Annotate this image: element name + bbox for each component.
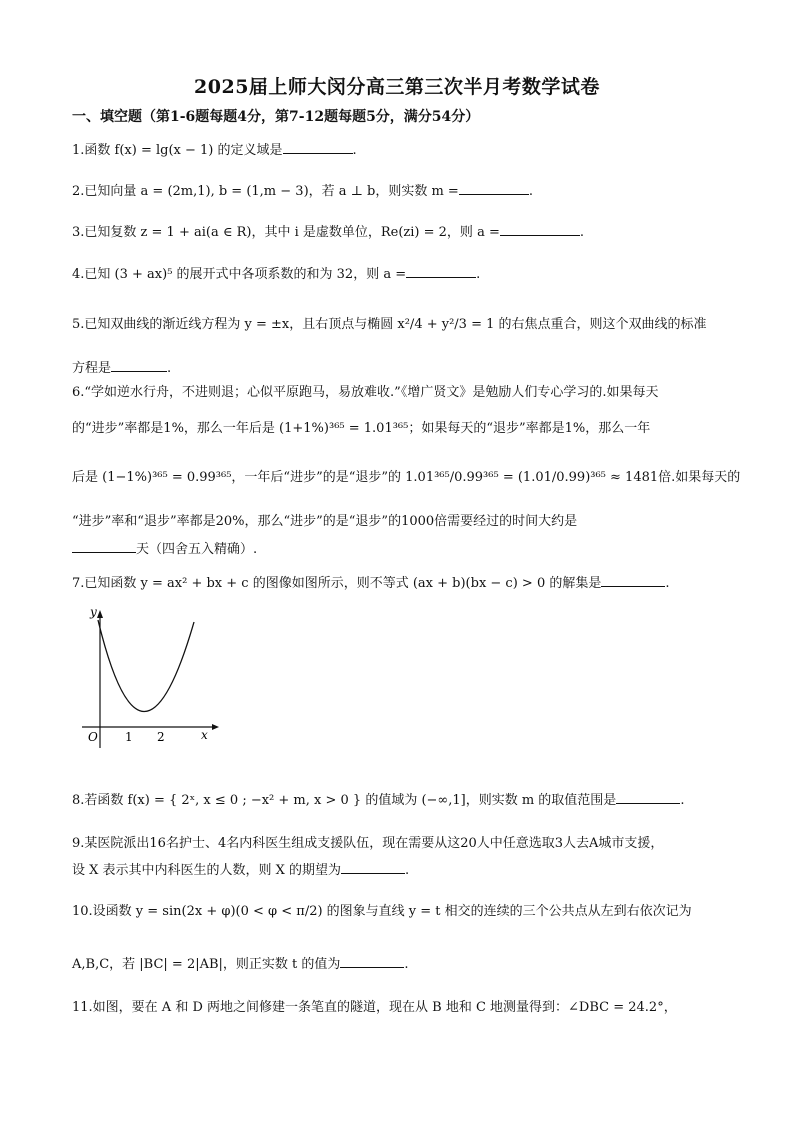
question-6-line-4: “进步”率和“退步”率都是20%，那么“进步”的是“退步”的1000倍需要经过的时间大约是 (72, 514, 578, 529)
question-4: 4.已知 (3 + ax)⁵ 的展开式中各项系数的和为 32，则 a = . (72, 263, 480, 285)
question-1: 1.函数 f(x) = lg(x − 1) 的定义域是 . (72, 139, 357, 161)
answer-blank (616, 789, 680, 804)
x-axis-arrow (212, 724, 219, 730)
answer-blank (341, 859, 405, 874)
answer-blank (406, 263, 476, 278)
answer-blank (340, 953, 404, 968)
answer-blank (111, 357, 167, 372)
question-6-line-5: 天（四舍五入精确）. (72, 538, 257, 560)
question-11-line-1: 11.如图，要在 A 和 D 两地之间修建一条笔直的隧道，现在从 B 地和 C 地测量得到：∠DBC = 24.2°， (72, 1000, 677, 1015)
y-axis-label: y (90, 605, 97, 619)
parabola-graph (72, 604, 222, 752)
parabola-curve (98, 620, 194, 712)
question-9-line-1: 9.某医院派出16名护士、4名内科医生组成支援队伍，现在需要从这20人中任意选取3人去A城市支援， (72, 836, 664, 851)
answer-blank (283, 139, 353, 154)
question-6-line-1: 6.“学如逆水行舟，不进则退；心似平原跑马，易放难收.”《增广贤文》是勉励人们专心学习的.如果每天 (72, 385, 659, 400)
question-6-line-3: 后是 (1−1%)³⁶⁵ = 0.99³⁶⁵，一年后“进步”的是“退步”的 1.01³⁶⁵/0.99³⁶⁵ = (1.01/0.99)³⁶⁵ ≈ 1481倍.如果每天的 (72, 470, 741, 485)
tick-label-1: 1 (125, 730, 133, 744)
question-2: 2.已知向量 a = (2m,1), b = (1,m − 3)，若 a ⊥ b，则实数 m = . (72, 180, 533, 202)
question-5-line-2: 方程是 . (72, 357, 171, 379)
answer-blank (459, 180, 529, 195)
question-7: 7.已知函数 y = ax² + bx + c 的图像如图所示，则不等式 (ax + b)(bx − c) > 0 的解集是 . (72, 572, 670, 594)
question-8: 8.若函数 f(x) = { 2ˣ, x ≤ 0 ; −x² + m, x > 0 } 的值域为 (−∞,1]，则实数 m 的取值范围是 . (72, 789, 684, 811)
question-10-line-2: A,B,C，若 |BC| = 2|AB|，则正实数 t 的值为 . (72, 953, 409, 975)
question-5-line-1: 5.已知双曲线的渐近线方程为 y = ±x，且右顶点与椭圆 x²/4 + y²/3 = 1 的右焦点重合，则这个双曲线的标准 (72, 317, 707, 332)
question-10-line-1: 10.设函数 y = sin(2x + φ)(0 < φ < π/2) 的图象与直线 y = t 相交的连续的三个公共点从左到右依次记为 (72, 904, 692, 919)
answer-blank (601, 572, 665, 587)
answer-blank (500, 221, 580, 236)
question-6-line-2: 的“进步”率都是1%，那么一年后是 (1+1%)³⁶⁵ = 1.01³⁶⁵；如果每天的“退步”率都是1%，那么一年 (72, 421, 651, 436)
question-3: 3.已知复数 z = 1 + ai(a ∈ R)，其中 i 是虚数单位，Re(zi) = 2，则 a = . (72, 221, 584, 243)
answer-blank (72, 538, 136, 553)
x-axis-label: x (201, 728, 208, 742)
section-heading: 一、填空题（第1-6题每题4分，第7-12题每题5分，满分54分） (72, 109, 480, 125)
exam-title: 2025届上师大闵分高三第三次半月考数学试卷 (194, 76, 600, 98)
question-9-line-2: 设 X 表示其中内科医生的人数，则 X 的期望为 . (72, 859, 409, 881)
tick-label-2: 2 (157, 730, 165, 744)
y-axis-arrow (97, 610, 103, 618)
origin-label: O (88, 730, 98, 744)
